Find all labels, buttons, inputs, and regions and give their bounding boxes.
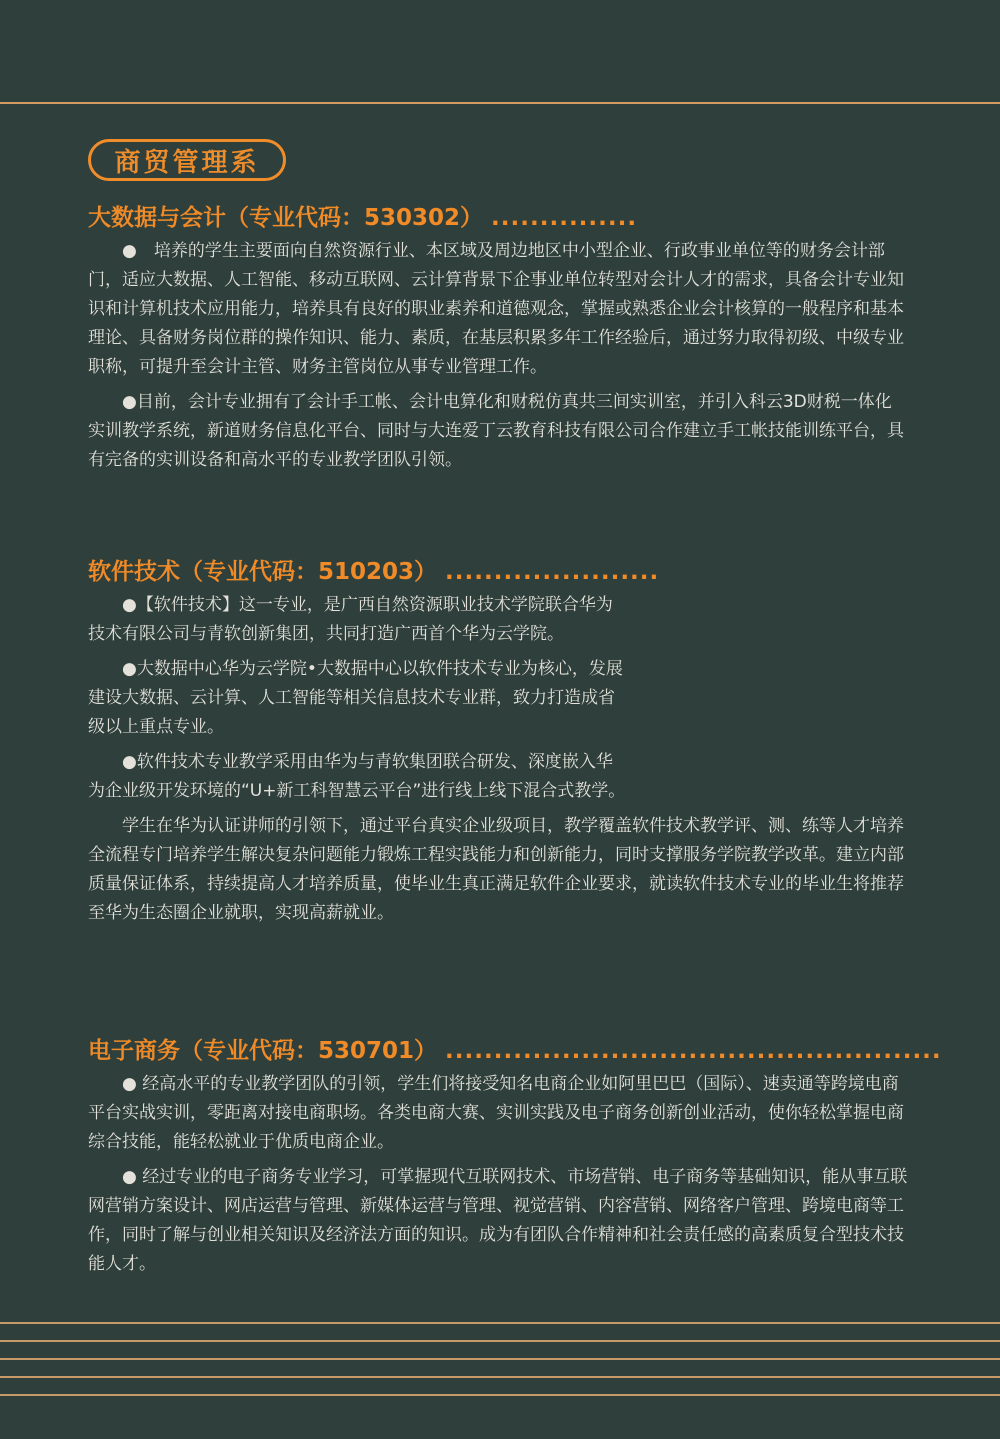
department-badge: 商贸管理系	[88, 139, 286, 181]
paragraph: ●软件技术专业教学采用由华为与青软集团联合研发、深度嵌入华为企业级开发环境的“U+新工科智慧云平台”进行线上线下混合式教学。	[88, 752, 626, 801]
section-e-commerce	[88, 1036, 942, 1285]
bottom-decorative-rules	[0, 1322, 1000, 1412]
top-rule	[0, 102, 1000, 104]
title-leader-dots: ...............	[491, 205, 638, 231]
section-software-technology	[88, 557, 908, 934]
divider	[0, 1376, 1000, 1378]
paragraph: 学生在华为认证讲师的引领下，通过平台真实企业级项目，教学覆盖软件技术教学评、测、练等人才培养全流程专门培养学生解决复杂问题能力锻炼工程实践能力和创新能力，同时支撑服务学院教学改革。建立内部质量保证体系，持续提高人才培养质量，使毕业生真正满足软件企业要求，就读软件技术专业的毕业生将推荐至华为生态圈企业就职，实现高薪就业。	[88, 816, 904, 923]
paragraph: ● 经高水平的专业教学团队的引领，学生们将接受知名电商企业如阿里巴巴（国际）、速卖通等跨境电商平台实战实训，零距离对接电商职场。各类电商大赛、实训实践及电子商务创新创业活动，使你轻松掌握电商综合技能，能轻松就业于优质电商企业。	[88, 1074, 904, 1152]
section-title-text: 电子商务（专业代码：530701）	[88, 1038, 438, 1064]
divider	[0, 1340, 1000, 1342]
paragraph: ● 培养的学生主要面向自然资源行业、本区域及周边地区中小型企业、行政事业单位等的财务会计部门，适应大数据、人工智能、移动互联网、云计算背景下企事业单位转型对会计人才的需求，具备会计专业知识和计算机技术应用能力，培养具有良好的职业素养和道德观念，掌握或熟悉企业会计核算的一般程序和基本理论、具备财务岗位群的操作知识、能力、素质，在基层积累多年工作经验后，通过努力取得初级、中级专业职称，可提升至会计主管、财务主管岗位从事专业管理工作。	[88, 241, 904, 377]
paragraph: ● 经过专业的电子商务专业学习，可掌握现代互联网技术、市场营销、电子商务等基础知识，能从事互联网营销方案设计、网店运营与管理、新媒体运营与管理、视觉营销、内容营销、网络客户管理、跨境电商等工作，同时了解与创业相关知识及经济法方面的知识。成为有团队合作精神和社会责任感的高素质复合型技术技能人才。	[88, 1167, 908, 1274]
paragraph: ●目前，会计专业拥有了会计手工帐、会计电算化和财税仿真共三间实训室，并引入科云3D财税一体化实训教学系统，新道财务信息化平台、同时与大连爱丁云教育科技有限公司合作建立手工帐技能训练平台，具有完备的实训设备和高水平的专业教学团队引领。	[88, 392, 904, 470]
section-title-text: 软件技术（专业代码：510203）	[88, 559, 438, 585]
section-title	[88, 557, 908, 587]
section-title-text: 大数据与会计（专业代码：530302）	[88, 205, 484, 231]
divider	[0, 1394, 1000, 1396]
title-leader-dots: ......................	[445, 559, 660, 585]
section-big-data-accounting	[88, 203, 908, 481]
section-title	[88, 1036, 942, 1066]
section-title	[88, 203, 908, 233]
divider	[0, 1322, 1000, 1324]
title-leader-dots: ...................................................	[445, 1038, 942, 1064]
paragraph: ●【软件技术】这一专业，是广西自然资源职业技术学院联合华为技术有限公司与青软创新集团，共同打造广西首个华为云学院。	[88, 595, 613, 644]
paragraph: ●大数据中心华为云学院•大数据中心以软件技术专业为核心，发展建设大数据、云计算、人工智能等相关信息技术专业群，致力打造成省级以上重点专业。	[88, 659, 623, 737]
divider	[0, 1358, 1000, 1360]
